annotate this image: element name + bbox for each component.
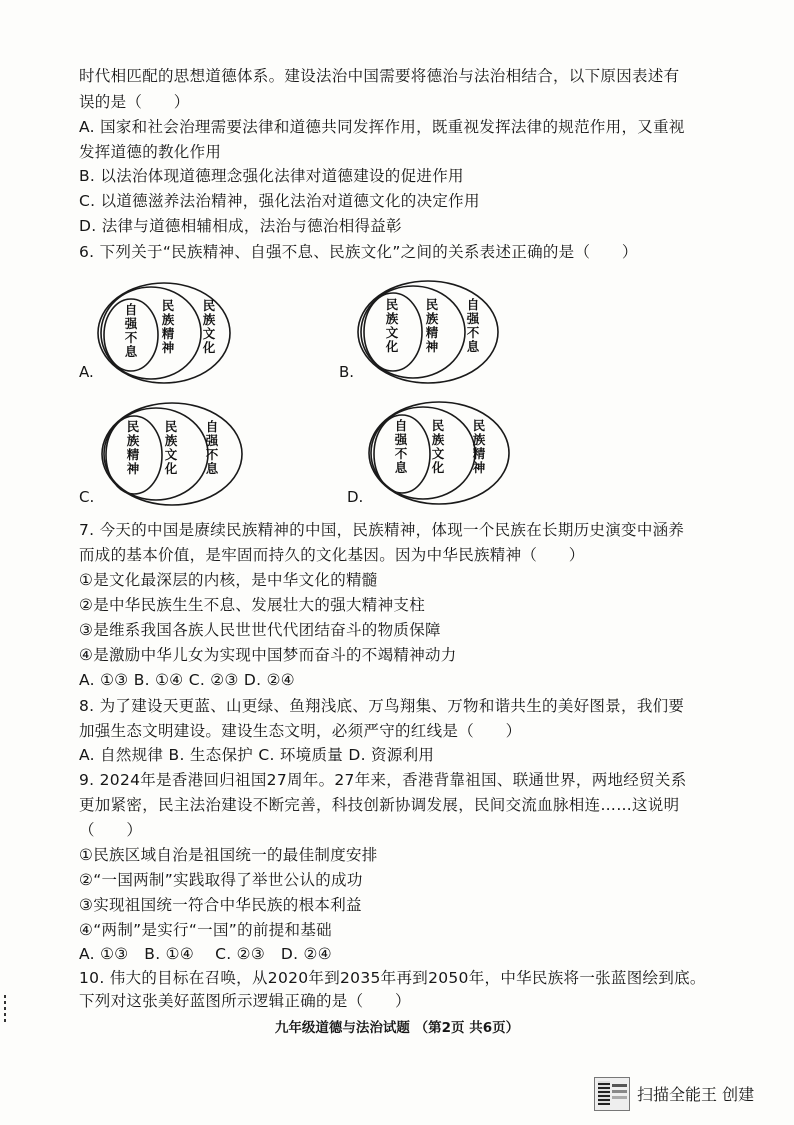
text-line: 发挥道德的教化作用 xyxy=(79,143,222,161)
question-7-stem: 7. 今天的中国是赓续民族精神的中国，民族精神，体现一个民族在长期历史演变中涵养 xyxy=(79,521,685,539)
question-7-statement: ②是中华民族生生不息、发展壮大的强大精神支柱 xyxy=(79,596,425,614)
question-8-stem: 8. 为了建设天更蓝、山更绿、鱼翔浅底、万鸟翔集、万物和谐共生的美好图景，我们要 xyxy=(79,697,685,715)
scanner-watermark: 扫描全能王 创建 xyxy=(637,1085,755,1104)
question-5-option-a: A. 国家和社会治理需要法律和道德共同发挥作用，既重视发挥法律的规范作用，又重视 xyxy=(79,118,685,136)
text-line: 下列对这张美好蓝图所示逻辑正确的是（ ） xyxy=(79,992,411,1010)
scanner-logo-icon xyxy=(594,1077,630,1111)
diagram-a xyxy=(95,278,235,388)
diagram-b-inner: 民族文化 xyxy=(385,297,399,354)
question-7-statement: ④是激励中华儿女为实现中国梦而奋斗的不竭精神动力 xyxy=(79,646,457,664)
question-10-stem: 10. 伟大的目标在召唤，从2020年到2035年再到2050年，中华民族将一张蓝图绘到底。 xyxy=(79,969,706,987)
text-line: 而成的基本价值，是牢固而持久的文化基因。因为中华民族精神（ ） xyxy=(79,546,585,564)
text-line: 时代相匹配的思想道德体系。建设法治中国需要将德治与法治相结合，以下原因表述有 xyxy=(79,67,680,85)
question-7-statement: ①是文化最深层的内核，是中华文化的精髓 xyxy=(79,571,378,589)
question-7-statement: ③是维系我国各族人民世世代代团结奋斗的物质保障 xyxy=(79,621,441,639)
diagram-a-label: A. xyxy=(79,363,94,381)
question-9-statement: ③实现祖国统一符合中华民族的根本利益 xyxy=(79,896,362,914)
diagram-c-label: C. xyxy=(79,488,95,506)
diagram-c-outer: 自强不息 xyxy=(205,419,219,476)
logo-text-marks xyxy=(612,1084,627,1087)
diagram-b xyxy=(355,277,505,387)
question-5-option-c: C. 以道德滋养法治精神，强化法治对道德文化的决定作用 xyxy=(79,192,480,210)
diagram-b-middle: 民族精神 xyxy=(425,297,439,354)
question-9-options: A. ①③ B. ①④ C. ②③ D. ②④ xyxy=(79,945,332,963)
diagram-c xyxy=(98,399,248,509)
diagram-b-label: B. xyxy=(339,363,355,381)
diagram-a-inner: 自强不息 xyxy=(124,302,138,359)
question-9-statement: ②“一国两制”实践取得了举世公认的成功 xyxy=(79,871,363,889)
diagram-d-inner: 自强不息 xyxy=(394,418,408,475)
text-line: 误的是（ ） xyxy=(79,93,190,111)
diagram-c-middle: 民族文化 xyxy=(164,419,178,476)
text-line: 更加紧密，民主法治建设不断完善，科技创新协调发展，民间交流血脉相连……这说明 xyxy=(79,796,680,814)
scan-edge-mark xyxy=(4,995,6,1023)
diagram-b-outer: 自强不息 xyxy=(466,297,480,354)
diagram-d xyxy=(365,398,515,508)
question-5-option-b: B. 以法治体现道德理念强化法律对道德建设的促进作用 xyxy=(79,167,464,185)
question-5-option-d: D. 法律与道德相辅相成，法治与德治相得益彰 xyxy=(79,217,402,235)
diagram-a-outer: 民族文化 xyxy=(202,298,216,355)
text-line: 加强生态文明建设。建设生态文明，必须严守的红线是（ ） xyxy=(79,722,522,740)
diagram-d-middle: 民族文化 xyxy=(431,418,445,475)
question-6-stem: 6. 下列关于“民族精神、自强不息、民族文化”之间的关系表述正确的是（ ） xyxy=(79,243,638,261)
diagram-d-outer: 民族精神 xyxy=(472,418,486,475)
question-9-stem: 9. 2024年是香港回归祖国27周年。27年来，香港背靠祖国、联通世界，两地经贸关系 xyxy=(79,771,687,789)
diagram-c-inner: 民族精神 xyxy=(126,419,140,476)
question-7-options: A. ①③ B. ①④ C. ②③ D. ②④ xyxy=(79,671,295,689)
diagram-a-middle: 民族精神 xyxy=(161,298,175,355)
text-line: （ ） xyxy=(79,821,143,839)
page-footer: 九年级道德与法治试题 （第2页 共6页） xyxy=(274,1020,520,1036)
diagram-d-label: D. xyxy=(347,488,364,506)
question-9-statement: ①民族区域自治是祖国统一的最佳制度安排 xyxy=(79,846,378,864)
question-8-options: A. 自然规律 B. 生态保护 C. 环境质量 D. 资源利用 xyxy=(79,746,435,764)
qr-code-icon xyxy=(598,1081,610,1105)
question-9-statement: ④“两制”是实行“一国”的前提和基础 xyxy=(79,921,332,939)
